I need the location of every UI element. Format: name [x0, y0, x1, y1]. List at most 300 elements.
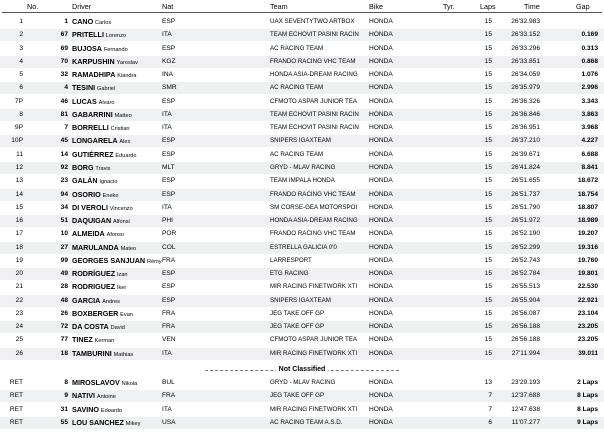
gap: 19.207	[577, 230, 598, 238]
bike: HONDA	[369, 270, 393, 278]
driver-first-name: Alex	[119, 139, 131, 146]
driver-first-name: Rémy	[146, 258, 162, 265]
driver-name	[72, 58, 138, 67]
laps: 15	[484, 44, 492, 52]
bike: HONDA	[369, 18, 393, 25]
position: 2	[19, 31, 23, 39]
table-row	[0, 135, 604, 147]
bike: HONDA	[369, 379, 393, 386]
driver-first-name: Lorenzo	[105, 33, 127, 40]
rider-number: 23	[60, 177, 68, 185]
table-row	[0, 334, 604, 346]
driver-first-name: Matteo	[114, 112, 132, 119]
position: 25	[15, 336, 23, 344]
rider-number: 32	[60, 71, 68, 79]
laps: 15	[484, 124, 492, 132]
table-row	[0, 215, 604, 227]
driver-name	[72, 310, 133, 319]
race-time: 26'52.743	[511, 256, 540, 264]
race-time: 26'36.846	[511, 110, 540, 118]
race-time: 26'51.790	[511, 203, 540, 211]
laps: 15	[484, 137, 492, 145]
race-time: 26'35.979	[511, 84, 540, 92]
nationality: ESP	[162, 97, 176, 105]
position: 4	[19, 57, 23, 65]
driver-first-name: Evan	[120, 311, 133, 318]
laps: 15	[484, 163, 492, 171]
table-row	[0, 281, 604, 293]
position: 12	[15, 163, 23, 171]
table-row	[0, 348, 604, 360]
header-team: Team	[270, 2, 288, 11]
rider-number: 18	[60, 349, 68, 357]
driver-name	[72, 164, 110, 173]
table-row	[0, 29, 604, 41]
laps: 7	[488, 405, 492, 413]
race-time: 26'41.824	[511, 163, 540, 171]
laps: 15	[484, 177, 492, 185]
nationality: USA	[162, 418, 176, 426]
nationality: ESP	[162, 190, 176, 198]
nationality: VEN	[162, 336, 176, 344]
gap: 3.863	[581, 110, 598, 118]
race-time: 27'11.994	[511, 349, 540, 357]
position: 16	[15, 217, 23, 225]
rider-number: 81	[60, 110, 68, 118]
header-gap: Gap	[576, 2, 590, 11]
laps: 15	[484, 31, 492, 39]
driver-last-name: SAVINO	[72, 404, 100, 414]
nationality: FRA	[162, 256, 176, 264]
gap: 3.343	[581, 97, 598, 105]
driver-name	[72, 257, 162, 266]
nationality: COL	[162, 243, 176, 251]
bike: HONDA	[369, 31, 393, 39]
bike: HONDA	[369, 190, 393, 198]
driver-first-name: David	[110, 325, 125, 332]
bike: HONDA	[369, 84, 393, 92]
gap: 2 Laps	[577, 379, 598, 386]
laps: 6	[488, 418, 492, 426]
gap: 6.688	[581, 150, 598, 158]
race-time: 26'51.655	[511, 177, 540, 185]
driver-name	[72, 84, 115, 93]
team-name: SNIPERS IGAXTEAM	[270, 137, 331, 145]
team-name: HONDA ASIA-DREAM RACING	[270, 71, 358, 79]
team-name: GRYD - MLAV RACING	[270, 163, 336, 171]
nationality: ITA	[162, 349, 172, 357]
driver-last-name: KARPUSHIN	[72, 56, 115, 66]
laps: 13	[484, 379, 492, 386]
rider-number: 45	[60, 137, 68, 145]
team-name: SNIPERS IGAXTEAM	[270, 296, 331, 304]
position: RET	[9, 418, 23, 426]
bike: HONDA	[369, 203, 393, 211]
gap: 8.841	[581, 163, 598, 171]
position: 20	[15, 270, 23, 278]
race-time: 26'33.152	[511, 31, 540, 39]
nationality: ITA	[162, 31, 172, 39]
bike: HONDA	[369, 137, 393, 145]
driver-first-name: Vincenzo	[109, 205, 133, 212]
gap: 8 Laps	[577, 405, 598, 413]
table-row	[0, 295, 604, 307]
race-time: 26'36.951	[511, 124, 540, 132]
header-divider	[2, 12, 602, 13]
table-row	[0, 82, 604, 94]
position: 22	[15, 296, 23, 304]
nationality: ITA	[162, 203, 172, 211]
driver-last-name: LONGARELA	[72, 136, 118, 146]
race-time: 26'51.737	[511, 190, 540, 198]
team-name: CFMOTO ASPAR JUNIOR TEA	[270, 336, 357, 344]
table-row	[0, 149, 604, 161]
driver-name	[72, 31, 126, 40]
team-name: FRANDO RACING VHC TEAM	[270, 57, 356, 65]
bike: HONDA	[369, 243, 393, 251]
driver-name	[72, 151, 137, 160]
bike: HONDA	[369, 349, 393, 357]
position: 10P	[11, 137, 23, 145]
team-name: FRANDO RACING VHC TEAM	[270, 230, 356, 238]
gap: 22.921	[577, 296, 598, 304]
driver-first-name: Cristian	[110, 126, 130, 133]
nationality: FRA	[162, 392, 176, 400]
team-name: TEAM ECHOVIT PASINI RACIN	[270, 31, 359, 39]
driver-name	[72, 323, 125, 332]
gap: 18.989	[577, 217, 598, 225]
team-name: TEAM IMPALA HONDA	[270, 177, 335, 185]
rider-number: 49	[60, 270, 68, 278]
position: 7P	[14, 97, 23, 105]
position: 21	[15, 283, 23, 291]
driver-name	[72, 177, 117, 186]
gap: 23.205	[577, 323, 598, 331]
table-row	[0, 404, 604, 416]
gap: 18.754	[577, 190, 598, 198]
bike: HONDA	[369, 57, 393, 65]
position: 26	[15, 349, 23, 357]
gap: 19.760	[577, 256, 598, 264]
team-name: JEG TAKE OFF GP	[270, 392, 325, 400]
gap: 39.011	[578, 349, 598, 357]
table-row	[0, 321, 604, 333]
driver-name	[72, 71, 137, 80]
driver-last-name: LUCAS	[72, 96, 97, 106]
nationality: MLT	[162, 163, 175, 171]
driver-name	[72, 392, 116, 401]
team-name: AC RACING TEAM A.S.D.	[270, 418, 343, 426]
driver-first-name: Mateo	[120, 245, 137, 252]
rider-number: 1	[64, 18, 68, 25]
driver-name	[72, 230, 124, 239]
driver-last-name: DA COSTA	[72, 322, 109, 332]
position: 1	[19, 18, 23, 25]
driver-first-name: Kiandra	[117, 73, 137, 80]
driver-last-name: RODRÍGUEZ	[72, 269, 116, 279]
bike: HONDA	[369, 110, 393, 118]
gap: 19.316	[577, 243, 598, 251]
driver-last-name: LOU SANCHEZ	[72, 417, 124, 427]
position: 13	[15, 177, 23, 185]
team-name: LARRESPORT	[270, 256, 312, 264]
rider-number: 4	[64, 84, 68, 92]
driver-name	[72, 217, 130, 226]
bike: HONDA	[369, 217, 393, 225]
driver-first-name: Nikola	[121, 381, 138, 387]
table-row	[0, 268, 604, 280]
driver-name	[72, 270, 128, 279]
rider-number: 48	[60, 296, 68, 304]
gap: 19.801	[577, 270, 598, 278]
bike: HONDA	[369, 392, 393, 400]
race-time: 26'34.059	[511, 71, 540, 79]
driver-name	[72, 283, 126, 292]
laps: 15	[484, 256, 492, 264]
race-time: 26'52.299	[511, 243, 540, 251]
driver-first-name: Gabriel	[97, 86, 116, 93]
driver-name	[72, 18, 111, 27]
position: 11	[16, 150, 23, 158]
driver-name	[72, 204, 133, 213]
nationality: ESP	[162, 18, 176, 25]
bike: HONDA	[369, 309, 393, 317]
table-row	[0, 228, 604, 240]
team-name: CFMOTO ASPAR JUNIOR TEA	[270, 97, 357, 105]
driver-first-name: Carlos	[95, 20, 112, 26]
driver-name	[72, 406, 122, 415]
race-time: 12'37.688	[511, 392, 540, 400]
gap: 1.076	[581, 71, 598, 79]
rider-number: 94	[60, 190, 68, 198]
race-time: 26'33.851	[511, 57, 540, 65]
driver-name	[72, 336, 114, 345]
driver-name	[72, 379, 137, 388]
position: 3	[19, 44, 23, 52]
race-time: 26'36.326	[511, 97, 540, 105]
bike: HONDA	[369, 230, 393, 238]
gap: 22.530	[577, 283, 598, 291]
nationality: ESP	[162, 177, 176, 185]
rider-number: 34	[60, 203, 68, 211]
table-row	[0, 96, 604, 108]
nationality: ESP	[162, 137, 176, 145]
table-row	[0, 417, 604, 429]
laps: 15	[484, 323, 492, 331]
driver-name	[72, 137, 130, 146]
team-name: AC RACING TEAM	[270, 150, 324, 158]
driver-name	[72, 45, 128, 54]
nationality: FRA	[162, 323, 176, 331]
driver-last-name: NATIVI	[72, 391, 96, 401]
header-driver: Driver	[72, 2, 92, 11]
table-row	[0, 175, 604, 187]
bike: HONDA	[369, 177, 393, 185]
driver-last-name: RAMADHIPA	[72, 70, 116, 80]
driver-last-name: MARULANDA	[72, 242, 119, 252]
position: 23	[15, 309, 23, 317]
driver-first-name: Antoine	[96, 394, 116, 401]
driver-last-name: GARCIA	[72, 295, 101, 305]
rider-number: 51	[60, 217, 68, 225]
header-no: No.	[27, 2, 39, 11]
table-row	[0, 43, 604, 55]
rider-number: 8	[64, 379, 68, 386]
laps: 15	[484, 243, 492, 251]
bike: HONDA	[369, 283, 393, 291]
rider-number: 77	[60, 336, 68, 344]
driver-first-name: Edoardo	[100, 407, 123, 414]
driver-name	[72, 419, 140, 428]
laps: 7	[488, 392, 492, 400]
bike: HONDA	[369, 97, 393, 105]
driver-last-name: TINEZ	[72, 335, 93, 345]
gap: 18.807	[577, 203, 598, 211]
team-name: UAX SEVENTYTWO ARTBOX	[270, 18, 355, 25]
gap: 23.205	[577, 336, 598, 344]
rider-number: 99	[60, 256, 68, 264]
rider-number: 67	[60, 31, 68, 39]
race-time: 12'47.638	[511, 405, 540, 413]
driver-last-name: GUTIÉRREZ	[72, 149, 114, 159]
team-name: JEG TAKE OFF GP	[270, 323, 325, 331]
laps: 15	[484, 57, 492, 65]
table-row	[0, 202, 604, 214]
laps: 15	[484, 296, 492, 304]
team-name: MIR RACING FINETWORK XTI	[270, 405, 358, 413]
driver-first-name: Eduardo	[115, 152, 137, 159]
position: RET	[9, 405, 23, 413]
team-name: SM CORSE-GEA MOTORSPOI	[270, 203, 358, 211]
table-row	[0, 255, 604, 267]
rider-number: 28	[60, 283, 68, 291]
driver-first-name: Alvaro	[98, 99, 115, 106]
laps: 15	[484, 336, 492, 344]
laps: 15	[484, 283, 492, 291]
team-name: TEAM ECHOVIT PASINI RACIN	[270, 124, 359, 132]
header-laps: Laps	[480, 2, 496, 11]
driver-last-name: DAQUIGAN	[72, 216, 112, 226]
laps: 15	[484, 18, 492, 25]
driver-first-name: Izan	[116, 272, 128, 279]
table-row	[0, 189, 604, 201]
driver-name	[72, 297, 120, 306]
team-name: JEG TAKE OFF GP	[270, 309, 325, 317]
driver-name	[72, 244, 136, 253]
bike: HONDA	[369, 124, 393, 132]
bike: HONDA	[369, 418, 393, 426]
laps: 15	[484, 217, 492, 225]
not-classified-separator	[0, 364, 604, 376]
rider-number: 14	[60, 150, 68, 158]
team-name: ETG RACING	[270, 270, 309, 278]
bike: HONDA	[369, 71, 393, 79]
bike: HONDA	[369, 336, 393, 344]
laps: 15	[484, 71, 492, 79]
laps: 15	[484, 84, 492, 92]
laps: 15	[484, 97, 492, 105]
bike: HONDA	[369, 296, 393, 304]
driver-last-name: BOXBERGER	[72, 308, 119, 318]
table-row	[0, 69, 604, 81]
gap: 0.868	[581, 57, 598, 65]
driver-last-name: PRITELLI	[72, 30, 104, 40]
race-time: 26'52.190	[511, 230, 540, 238]
team-name: FRANDO RACING VHC TEAM	[270, 190, 356, 198]
nationality: FRA	[162, 309, 176, 317]
rider-number: 26	[60, 309, 68, 317]
position: 24	[15, 323, 23, 331]
table-row	[0, 56, 604, 68]
team-name: AC RACING TEAM	[270, 84, 324, 92]
driver-last-name: BORG	[72, 162, 94, 172]
race-time: 26'56.087	[511, 309, 540, 317]
rider-number: 9	[64, 392, 68, 400]
laps: 15	[484, 110, 492, 118]
team-name: ESTRELLA GALICIA 0'0	[270, 243, 337, 251]
laps: 15	[484, 150, 492, 158]
nationality: ITA	[162, 110, 172, 118]
nationality: BUL	[162, 379, 175, 386]
team-name: TEAM ECHOVIT PASINI RACIN	[270, 110, 359, 118]
race-time: 26'55.904	[511, 296, 540, 304]
race-time: 26'51.972	[511, 217, 540, 225]
race-time: 26'37.210	[511, 137, 540, 145]
bike: HONDA	[369, 323, 393, 331]
header-bike: Bike	[369, 2, 383, 11]
driver-first-name: Eneko	[102, 192, 119, 199]
team-name: GRYD - MLAV RACING	[270, 379, 336, 386]
team-name: AC RACING TEAM	[270, 44, 324, 52]
driver-last-name: RODRIGUEZ	[72, 282, 116, 292]
rider-number: 10	[60, 230, 68, 238]
nationality: KGZ	[162, 57, 176, 65]
driver-name	[72, 124, 130, 133]
table-row	[0, 16, 604, 28]
nationality: ESP	[162, 296, 176, 304]
position: 19	[15, 256, 23, 264]
rider-number: 70	[60, 57, 68, 65]
race-time: 26'55.513	[511, 283, 540, 291]
bike: HONDA	[369, 150, 393, 158]
driver-first-name: Andres	[102, 298, 120, 305]
driver-last-name: ALMEIDA	[72, 229, 105, 239]
driver-last-name: GEORGES SANJUAN	[72, 255, 146, 265]
position: 14	[15, 190, 23, 198]
bike: HONDA	[369, 256, 393, 264]
driver-first-name: Alfonsi	[112, 219, 130, 226]
gap: 9 Laps	[577, 418, 598, 426]
position: RET	[9, 392, 23, 400]
driver-last-name: CANO	[72, 17, 94, 26]
driver-last-name: OSORIO	[72, 189, 101, 199]
driver-first-name: Mathias	[113, 351, 134, 358]
gap: 0.169	[581, 31, 598, 39]
nationality: SMR	[162, 84, 177, 92]
table-row	[0, 308, 604, 320]
driver-first-name: Mikey	[125, 420, 141, 427]
rider-number: 55	[60, 418, 68, 426]
nationality: ESP	[162, 150, 176, 158]
team-name: HONDA ASIA-DREAM RACING	[270, 217, 358, 225]
laps: 15	[484, 349, 492, 357]
race-time: 23'29.193	[511, 379, 540, 386]
driver-name	[72, 350, 133, 359]
not-classified-label: Not Classified	[276, 366, 329, 373]
position: RET	[9, 379, 23, 386]
header-time: Time	[524, 2, 540, 11]
driver-first-name: Kerman	[94, 338, 115, 345]
